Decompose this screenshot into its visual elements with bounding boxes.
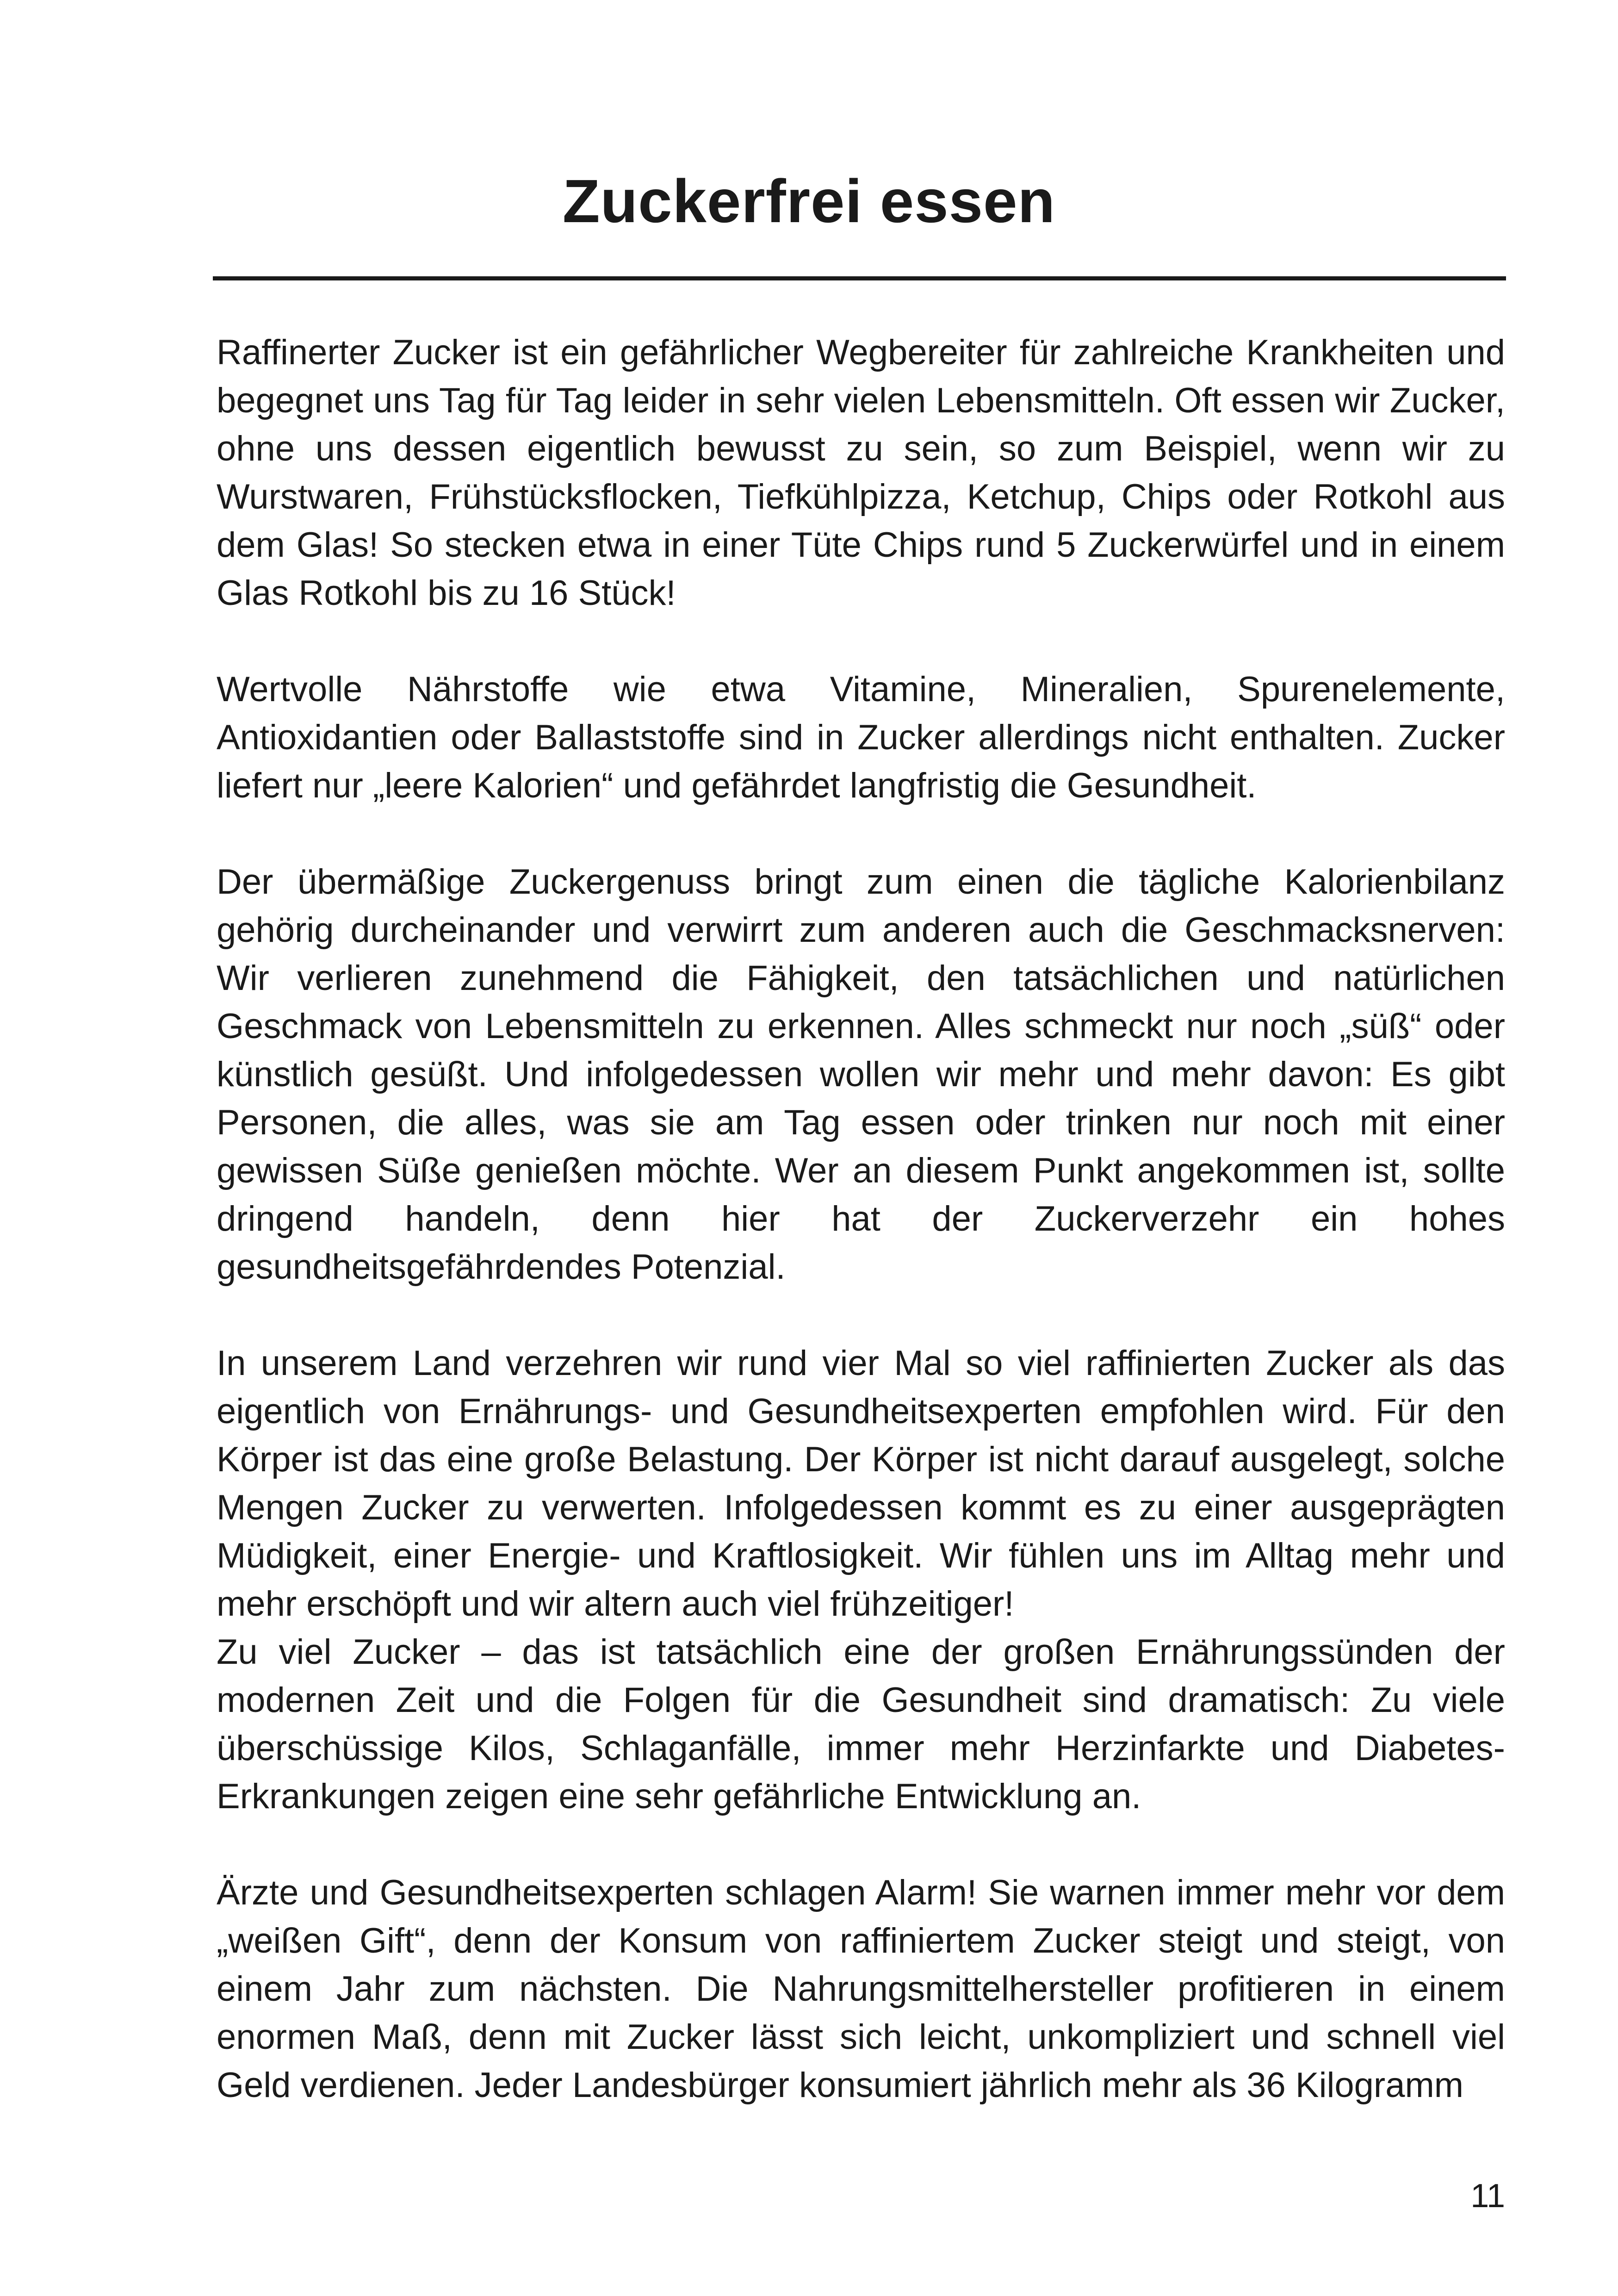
paragraph-sugar-intro: Raffinerter Zucker ist ein gefährlicher Wegbereiter für zahlreiche Krankheiten und begegnet uns Tag für Tag leider in sehr vielen Lebensmitteln. Oft essen wir Zucker, ohne uns dessen eigentlich bewusst zu sein, so zum Beispiel, wenn wir zu Wurstwaren, Frühstücksflocken, Tiefkühlpizza, Ketchup, Chips oder Rotkohl aus dem Glas! So stecken etwa in einer Tüte Chips rund 5 Zuckerwürfel und in einem Glas Rotkohl bis zu 16 Stück! [217,333,1505,613]
paragraph-consumption: In unserem Land verzehren wir rund vier Mal so viel raffinierten Zucker als das eigentlich von Ernährungs- und Gesundheitsexperten empfohlen wird. Für den Körper ist das eine große Belastung. Der Körper ist nicht darauf ausgelegt, solche Mengen Zucker zu verwerten. Infolgedessen kommt es zu einer ausgeprägten Müdigkeit, einer Energie- und Kraftlosigkeit. Wir fühlen uns im Alltag mehr und mehr erschöpft und wir altern auch viel frühzeitiger! [217,1344,1505,1624]
paragraph-nutrients: Wertvolle Nährstoffe wie etwa Vitamine, Mineralien, Spurenelemente, Antioxidantien oder Ballaststoffe sind in Zucker allerdings nicht enthalten. Zucker liefert nur „leere Kalorien“ und gefährdet langfristig die Gesundheit. [217,670,1505,805]
page-title: Zuckerfrei essen [562,167,1056,235]
title-divider [213,276,1506,280]
paragraph-taste: Der übermäßige Zuckergenuss bringt zum einen die tägliche Kalorienbilanz gehörig durcheinander und verwirrt zum anderen auch die Geschmacksnerven: Wir verlieren zunehmend die Fähigkeit, den tatsächlichen und natürlichen Geschmack von Lebensmitteln zu erkennen. Alles schmeckt nur noch „süß“ oder künstlich gesüßt. Und infolgedessen wollen wir mehr und mehr davon: Es gibt Personen, die alles, was sie am Tag essen oder trinken nur noch mit einer gewissen Süße genießen möchte. Wer an diesem Punkt angekommen ist, sollte dringend handeln, denn hier hat der Zuckerverzehr ein hohes gesundheitsgefährdendes Potenzial. [217,862,1505,1287]
body-text [217,329,1505,2109]
paragraph-alarm: Ärzte und Gesundheitsexperten schlagen Alarm! Sie warnen immer mehr vor dem „weißen Gift“, denn der Konsum von raffiniertem Zucker steigt und steigt, von einem Jahr zum nächsten. Die Nahrungsmittelhersteller profitieren in einem enormen Maß, denn mit Zucker lässt sich leicht, unkompliziert und schnell viel Geld verdienen. Jeder Landesbürger konsumiert jährlich mehr als 36 Kilogramm [217,1873,1505,2105]
paragraph-consequences: Zu viel Zucker – das ist tatsächlich eine der großen Ernährungssünden der modernen Zeit und die Folgen für die Gesundheit sind dramatisch: Zu viele überschüssige Kilos, Schlaganfälle, immer mehr Herzinfarkte und Diabetes-Erkrankungen zeigen eine sehr gefährliche Entwicklung an. [217,1632,1505,1816]
page-number: 11 [1470,2178,1505,2215]
